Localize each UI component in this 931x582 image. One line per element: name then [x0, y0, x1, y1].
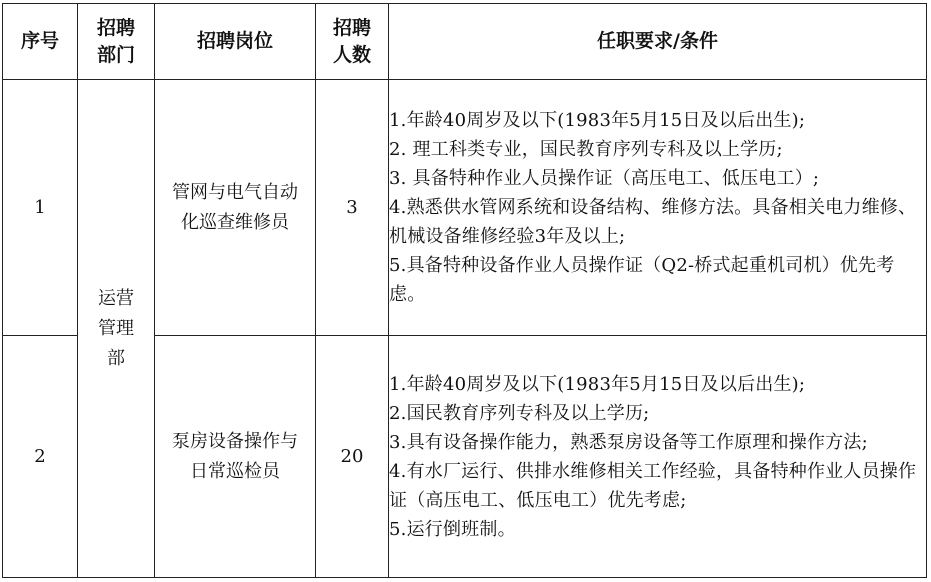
requirement-line: 5.运行倒班制。 — [389, 518, 516, 540]
table-row — [3, 80, 927, 336]
row-position — [155, 80, 316, 336]
header-count — [316, 4, 389, 80]
row-seq: 1 — [3, 80, 78, 336]
header-row — [3, 4, 927, 80]
header-dept — [78, 4, 155, 80]
requirement-line: 2.国民教育序列专科及以上学历; — [389, 402, 650, 424]
header-dept-text: 招聘 部门 — [96, 16, 135, 66]
requirement-line: 2. 理工科类专业，国民教育序列专科及以上学历; — [389, 139, 783, 160]
row-count: 3 — [316, 80, 389, 336]
requirement-line: 4.熟悉供水管网系统和设备结构、维修方法。具备相关电力维修、机械设备维修经验3年及以上; — [389, 197, 917, 247]
position-name: 泵房设备操作与日常巡检员 — [172, 430, 298, 482]
recruitment-table — [2, 3, 927, 578]
department-cell — [78, 80, 155, 578]
row-count: 20 — [316, 336, 389, 578]
header-count-text: 招聘 人数 — [332, 16, 371, 66]
row-seq: 2 — [3, 336, 78, 578]
department-name: 运营管理部 — [98, 287, 134, 369]
row-requirements — [389, 80, 927, 336]
row-position — [155, 336, 316, 578]
position-name: 管网与电气自动化巡查维修员 — [172, 181, 298, 233]
header-seq: 序号 — [3, 4, 78, 80]
requirement-line: 3. 具备特种作业人员操作证（高压电工、低压电工）; — [389, 168, 820, 189]
requirement-line: 1.年龄40周岁及以下(1983年5月15日及以后出生); — [389, 373, 806, 395]
requirement-line: 5.具备特种设备作业人员操作证（Q2-桥式起重机司机）优先考虑。 — [389, 255, 895, 305]
requirement-line: 4.有水厂运行、供排水维修相关工作经验，具备特种作业人员操作证（高压电工、低压电工）优先考虑; — [389, 460, 917, 511]
requirement-line: 1.年龄40周岁及以下(1983年5月15日及以后出生); — [389, 110, 806, 131]
requirement-line: 3.具有设备操作能力，熟悉泵房设备等工作原理和操作方法; — [389, 431, 868, 453]
row-requirements — [389, 336, 927, 578]
header-position: 招聘岗位 — [155, 4, 316, 80]
header-requirements: 任职要求/条件 — [389, 4, 927, 80]
